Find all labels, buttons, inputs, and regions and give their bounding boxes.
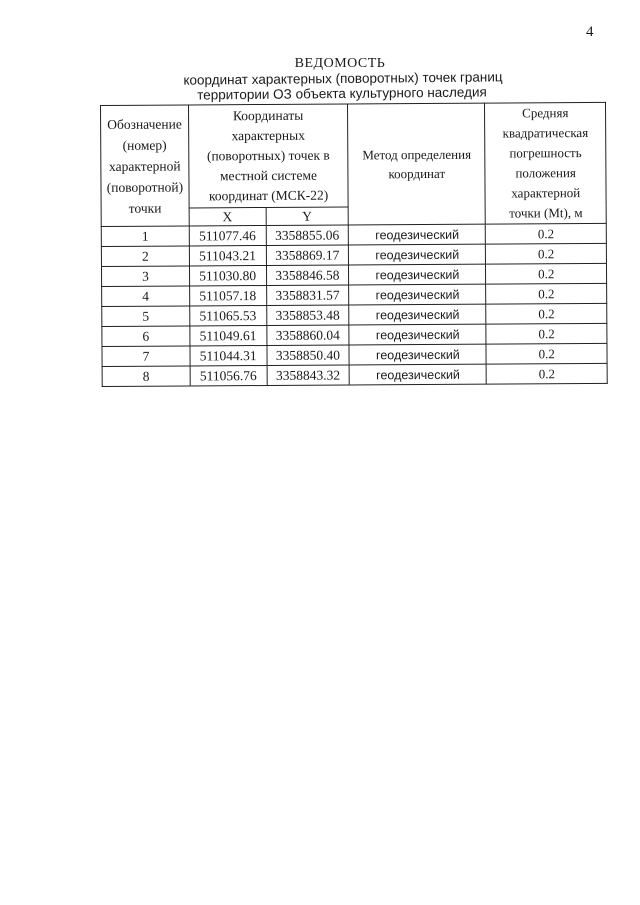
header-coordinates (188, 104, 348, 208)
header-line: Метод определения (362, 146, 472, 163)
header-line: квадратическая (502, 125, 589, 141)
header-line: (поворотной) (106, 178, 184, 195)
table-body (101, 223, 607, 386)
header-line: положения (515, 165, 576, 181)
cell-error: 0.2 (486, 343, 607, 364)
header-error (485, 102, 606, 224)
cell-y: 3358850.40 (267, 345, 350, 366)
header-line: координат (МСК-22) (208, 187, 329, 204)
cell-error: 0.2 (486, 283, 607, 304)
cell-y: 3358855.06 (266, 225, 349, 246)
cell-method: геодезический (349, 364, 486, 385)
title-main: ВЕДОМОСТЬ (294, 56, 386, 71)
cell-x: 511043.21 (189, 245, 266, 265)
header-line: (номер) (122, 137, 167, 153)
cell-error: 0.2 (486, 243, 607, 264)
coordinates-table (100, 102, 608, 387)
cell-method: геодезический (349, 344, 486, 365)
cell-point: 7 (102, 346, 190, 367)
cell-y: 3358860.04 (266, 325, 349, 346)
cell-method: геодезический (349, 324, 486, 345)
cell-y: 3358843.32 (267, 365, 350, 386)
cell-point: 4 (102, 286, 190, 307)
cell-point: 6 (102, 326, 190, 347)
cell-x: 511044.31 (190, 345, 267, 365)
cell-method: геодезический (349, 244, 486, 265)
cell-error: 0.2 (486, 323, 607, 344)
header-line: Средняя (522, 105, 569, 121)
header-row (101, 102, 607, 208)
header-line: точки (128, 200, 162, 216)
title-line-2: территории ОЗ объекта культурного наследия (197, 84, 487, 103)
table-row (102, 363, 607, 386)
cell-x: 511077.46 (189, 225, 266, 245)
cell-method: геодезический (349, 284, 486, 305)
header-line: координат (388, 165, 446, 182)
header-line: (поворотных) точек в (206, 147, 330, 164)
header-line: характерной (511, 185, 581, 201)
cell-error: 0.2 (487, 363, 608, 384)
cell-x: 511065.53 (190, 305, 267, 325)
cell-point: 5 (102, 306, 190, 327)
cell-y: 3358869.17 (266, 245, 349, 266)
cell-point: 3 (101, 266, 189, 287)
cell-x: 511049.61 (190, 325, 267, 345)
cell-x: 511056.76 (190, 365, 267, 385)
header-line: Координаты (232, 107, 304, 124)
header-y: Y (266, 207, 349, 226)
cell-x: 511057.18 (189, 285, 266, 305)
header-point-designation (101, 105, 190, 227)
header-line: погрешность (509, 145, 582, 161)
cell-point: 1 (101, 226, 189, 247)
document-title (150, 56, 530, 101)
header-line: Обозначение (107, 116, 182, 132)
page-number: 4 (586, 24, 594, 40)
cell-y: 3358846.58 (266, 265, 349, 286)
cell-point: 8 (102, 366, 190, 387)
header-x: X (189, 207, 266, 225)
title-line-1: координат характерных (поворотных) точек границ (183, 69, 503, 88)
cell-error: 0.2 (486, 223, 607, 244)
cell-method: геодезический (349, 264, 486, 285)
header-method (348, 103, 486, 225)
header-line: местной системе (219, 167, 318, 184)
cell-point: 2 (101, 246, 189, 267)
cell-y: 3358853.48 (266, 305, 349, 326)
cell-method: геодезический (349, 304, 486, 325)
cell-x: 511030.80 (189, 265, 266, 285)
header-line: характерных (231, 127, 305, 144)
cell-error: 0.2 (486, 303, 607, 324)
header-line: точки (Mt), м (509, 205, 583, 221)
header-line: характерной (108, 158, 181, 174)
cell-method: геодезический (349, 224, 486, 245)
cell-y: 3358831.57 (266, 285, 349, 306)
cell-error: 0.2 (486, 263, 607, 284)
